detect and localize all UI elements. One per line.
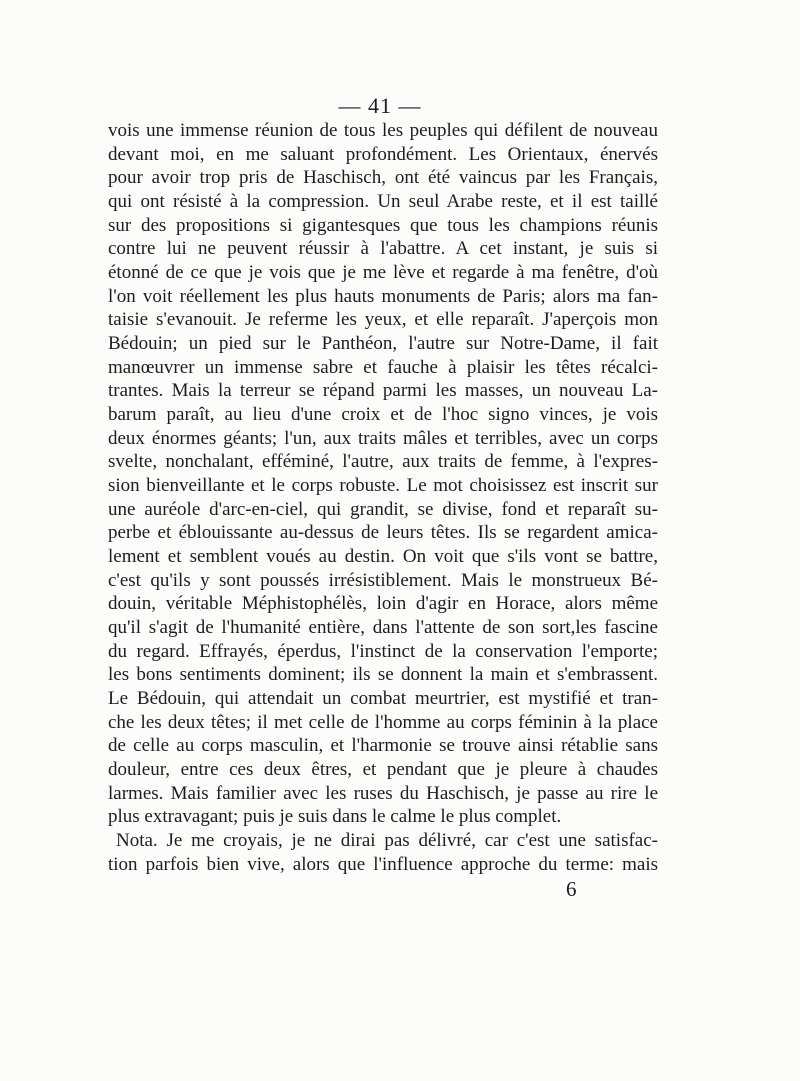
text-line: Le Bédouin, qui attendait un combat meurtrier, est mystifié et tran- — [108, 688, 658, 710]
text-line: qu'il s'agit de l'humanité entière, dans l'attente de son sort,les fascine — [108, 617, 658, 639]
text-line: taisie s'evanouit. Je referme les yeux, et elle reparaît. J'aperçois mon — [108, 309, 658, 331]
text-line: svelte, nonchalant, efféminé, l'autre, aux traits de femme, à l'expres- — [108, 451, 658, 473]
text-line: contre lui ne peuvent réussir à l'abattre. A cet instant, je suis si — [108, 238, 658, 260]
text-line: douleur, entre ces deux êtres, et pendant que je pleure à chaudes — [108, 759, 658, 781]
text-line: larmes. Mais familier avec les ruses du Haschisch, je passe au rire le — [108, 782, 658, 804]
text-line: qui ont résisté à la compression. Un seul Arabe reste, et il est taillé — [108, 191, 658, 213]
text-line: étonné de ce que je vois que je me lève et regarde à ma fenêtre, d'où — [108, 262, 658, 284]
signature-mark: 6 — [566, 877, 577, 901]
text-line: Nota. Je me croyais, je ne dirai pas délivré, car c'est une satisfac- — [116, 830, 658, 852]
text-line: plus extravagant; puis je suis dans le calme le plus complet. — [108, 806, 562, 828]
text-line: tion parfois bien vive, alors que l'influence approche du terme: mais — [108, 853, 658, 875]
text-line: c'est qu'ils y sont poussés irrésistiblement. Mais le monstrueux Bé- — [108, 569, 658, 591]
text-line: sion bienveillante et le corps robuste. Le mot choisissez est inscrit sur — [108, 475, 658, 497]
text-line: perbe et éblouissante au-dessus de leurs têtes. Ils se regardent amica- — [108, 522, 658, 544]
text-line: devant moi, en me saluant profondément. Les Orientaux, énervés — [108, 143, 658, 165]
text-line: che les deux têtes; il met celle de l'homme au corps féminin à la place — [108, 711, 658, 733]
text-line: manœuvrer un immense sabre et fauche à plaisir les têtes récalci- — [108, 356, 658, 378]
text-line: une auréole d'arc-en-ciel, qui grandit, se divise, fond et reparaît su- — [108, 498, 658, 520]
text-line: trantes. Mais la terreur se répand parmi les masses, un nouveau La- — [108, 380, 658, 402]
text-line: douin, véritable Méphistophélès, loin d'agir en Horace, alors même — [108, 593, 658, 615]
text-line: deux énormes géants; l'un, aux traits mâles et terribles, avec un corps — [108, 427, 658, 449]
text-line: l'on voit réellement les plus hauts monuments de Paris; alors ma fan- — [108, 285, 658, 307]
text-line: sur des propositions si gigantesques que tous les champions réunis — [108, 214, 658, 236]
page-number: — 41 — — [338, 93, 422, 118]
text-line: de celle au corps masculin, et l'harmonie se trouve ainsi rétablie sans — [108, 735, 658, 757]
body-text — [108, 119, 658, 877]
text-line: Bédouin; un pied sur le Panthéon, l'autre sur Notre-Dame, il fait — [108, 333, 658, 355]
text-line: vois une immense réunion de tous les peuples qui défilent de nouveau — [108, 120, 658, 141]
text-line: barum paraît, au lieu d'une croix et de l'hoc signo vinces, je vois — [108, 404, 658, 426]
text-line: du regard. Effrayés, éperdus, l'instinct de la conservation l'emporte; — [108, 640, 658, 662]
text-line: pour avoir trop pris de Haschisch, ont été vaincus par les Français, — [108, 167, 658, 189]
text-line: lement et semblent voués au destin. On voit que s'ils vont se battre, — [108, 546, 658, 568]
text-line: les bons sentiments dominent; ils se donnent la main et s'embrassent. — [108, 664, 658, 686]
